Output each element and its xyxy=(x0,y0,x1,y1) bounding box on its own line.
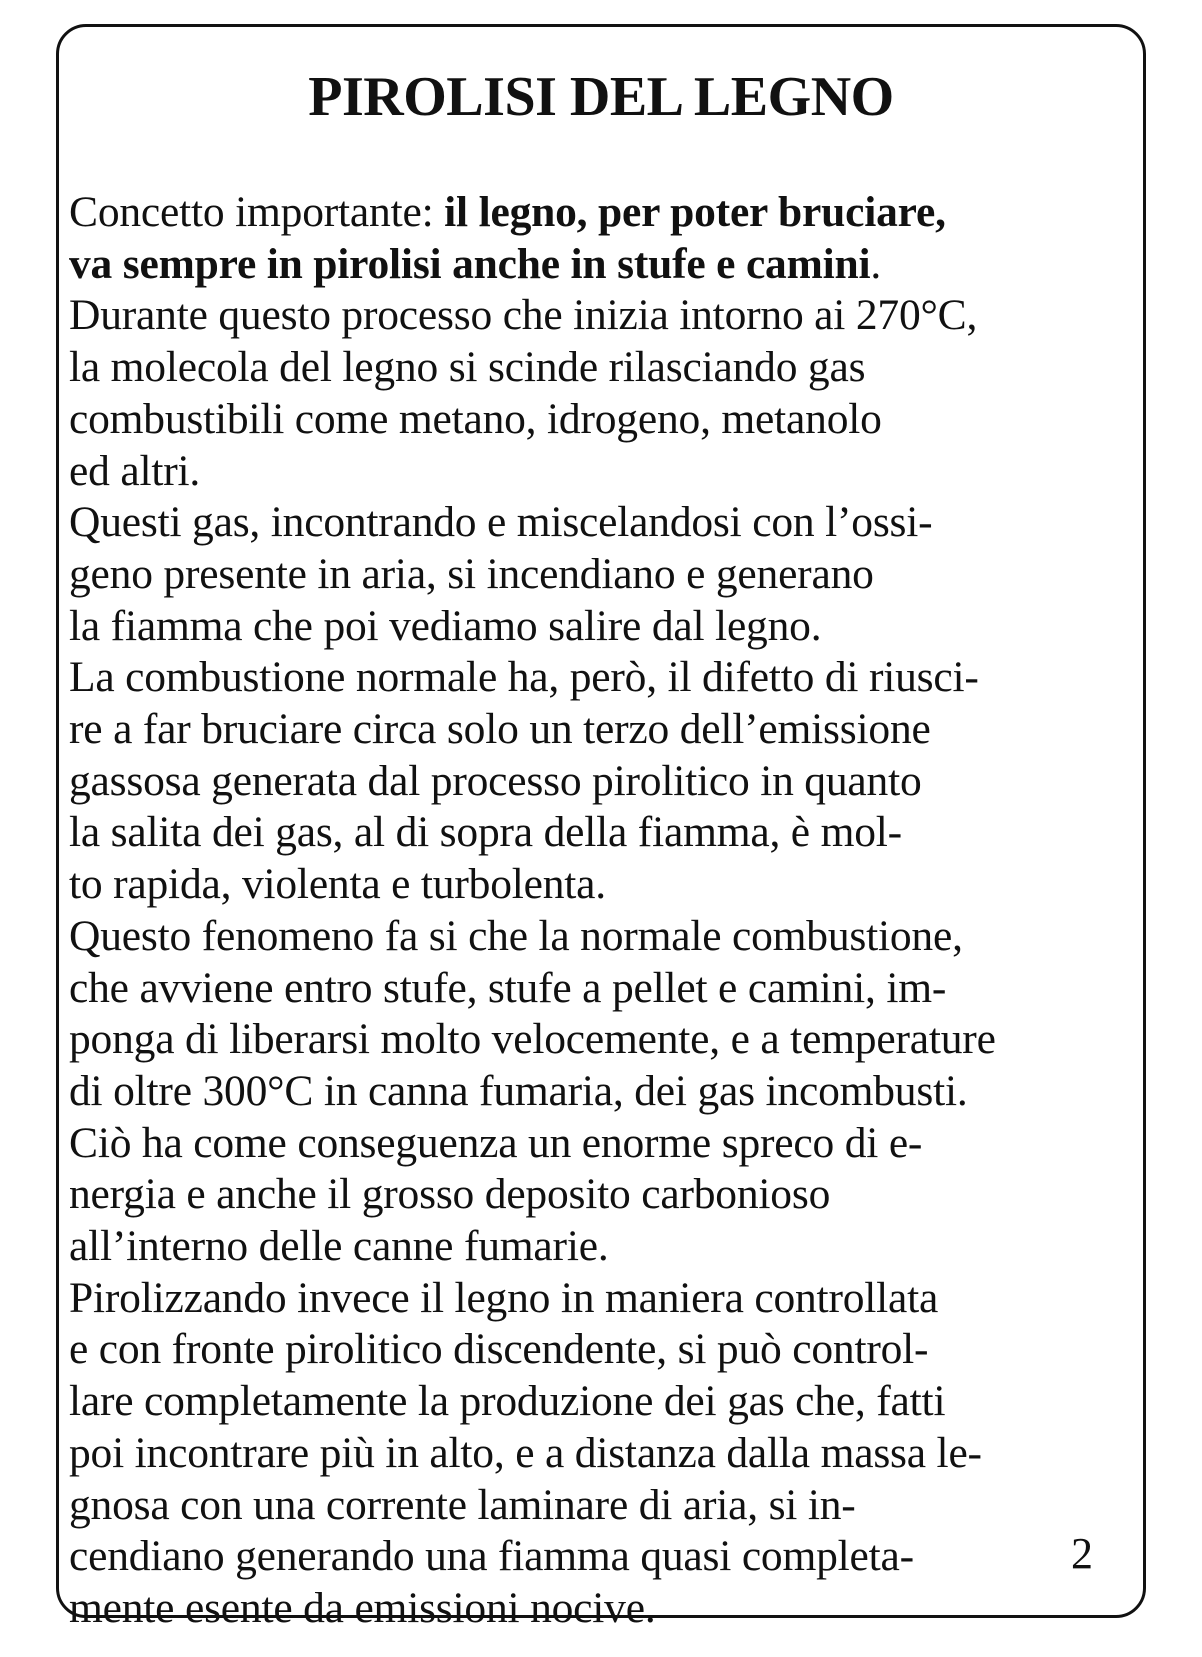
text-line xyxy=(69,1376,1139,1428)
text-segment: di oltre 300°C in canna fumaria, dei gas incombusti. xyxy=(69,1066,968,1115)
text-segment: ponga di liberarsi molto velocemente, e a temperature xyxy=(69,1015,996,1064)
text-line xyxy=(69,756,1139,808)
text-line xyxy=(69,1583,1139,1635)
body-text xyxy=(69,187,1139,1635)
text-segment: Questo fenomeno fa si che la normale combustione, xyxy=(69,911,963,960)
text-segment: ed altri. xyxy=(69,446,201,495)
text-segment: la fiamma che poi vediamo salire dal legno. xyxy=(69,601,822,650)
text-line xyxy=(69,1324,1139,1376)
text-segment: re a far bruciare circa solo un terzo dell’emissione xyxy=(69,705,931,754)
text-line xyxy=(69,704,1139,756)
text-line xyxy=(69,601,1139,653)
text-line xyxy=(69,1428,1139,1480)
text-line xyxy=(69,394,1139,446)
text-segment: lare completamente la produzione dei gas che, fatti xyxy=(69,1377,946,1426)
text-line xyxy=(69,1014,1139,1066)
text-line xyxy=(69,497,1139,549)
text-segment: La combustione normale ha, però, il difetto di riusci- xyxy=(69,653,979,702)
text-line xyxy=(69,1531,1139,1583)
text-segment: Questi gas, incontrando e miscelandosi con l’ossi- xyxy=(69,498,933,547)
text-segment: e con fronte pirolitico discendente, si può control- xyxy=(69,1325,929,1374)
text-line xyxy=(69,911,1139,963)
text-line xyxy=(69,187,1139,239)
text-segment: gnosa con una corrente laminare di aria, si in- xyxy=(69,1480,856,1529)
text-segment: la salita dei gas, al di sopra della fiamma, è mol- xyxy=(69,808,902,857)
text-segment: Durante questo processo che inizia intorno ai 270°C, xyxy=(69,291,978,340)
text-line xyxy=(69,1118,1139,1170)
text-segment: Concetto importante: xyxy=(69,188,445,236)
text-segment: la molecola del legno si scinde rilasciando gas xyxy=(69,343,866,392)
text-segment: Pirolizzando invece il legno in maniera controllata xyxy=(69,1273,939,1322)
text-segment: Ciò ha come conseguenza un enorme spreco di e- xyxy=(69,1118,923,1167)
text-line xyxy=(69,859,1139,911)
text-segment: che avviene entro stufe, stufe a pellet e camini, im- xyxy=(69,963,947,1012)
text-segment: . xyxy=(870,239,882,288)
text-line xyxy=(69,1169,1139,1221)
text-segment: geno presente in aria, si incendiano e generano xyxy=(69,549,874,598)
text-line xyxy=(69,1221,1139,1273)
text-segment: cendiano generando una fiamma quasi completa- xyxy=(69,1532,914,1581)
text-line xyxy=(69,239,1139,291)
text-segment: poi incontrare più in alto, e a distanza dalla massa le- xyxy=(69,1428,982,1477)
text-segment: combustibili come metano, idrogeno, metanolo xyxy=(69,394,882,443)
text-line xyxy=(69,342,1139,394)
text-segment: nergia e anche il grosso deposito carbonioso xyxy=(69,1170,831,1219)
text-line xyxy=(69,807,1139,859)
text-line xyxy=(69,963,1139,1015)
text-line xyxy=(69,549,1139,601)
page-frame xyxy=(56,24,1146,1632)
page-number: 2 xyxy=(1071,1529,1093,1578)
page-title: PIROLISI DEL LEGNO xyxy=(308,66,894,128)
bold-text: va sempre in pirolisi anche in stufe e camini xyxy=(69,239,871,288)
text-line xyxy=(69,446,1139,498)
text-line xyxy=(69,1273,1139,1325)
text-segment: to rapida, violenta e turbolenta. xyxy=(69,860,606,909)
text-line xyxy=(69,1066,1139,1118)
text-segment: all’interno delle canne fumarie. xyxy=(69,1222,609,1271)
text-line xyxy=(69,652,1139,704)
text-line xyxy=(69,1480,1139,1532)
text-line xyxy=(69,290,1139,342)
text-segment: mente esente da emissioni nocive. xyxy=(69,1583,656,1632)
bold-text: il legno, per poter bruciare, xyxy=(444,188,946,236)
text-segment: gassosa generata dal processo pirolitico in quanto xyxy=(69,756,922,805)
